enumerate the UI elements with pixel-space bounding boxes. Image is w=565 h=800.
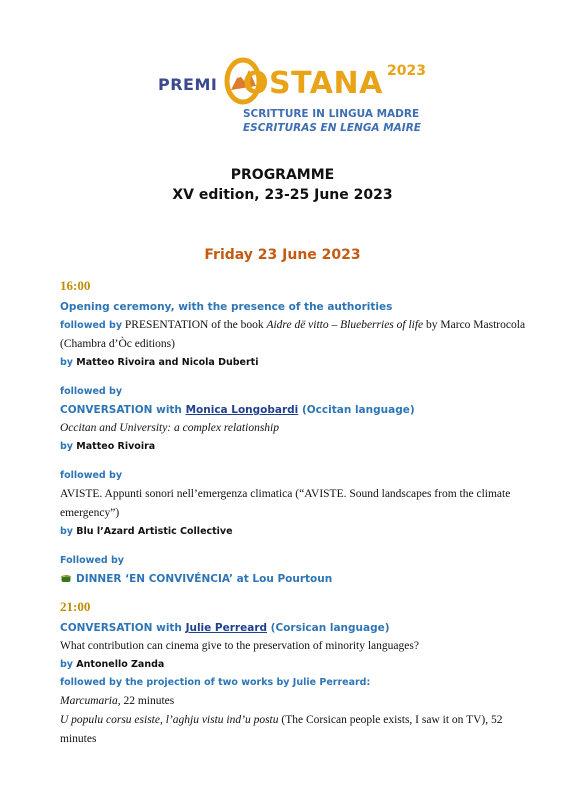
conversation-question: What contribution can cinema give to the preservation of minority languages? (60, 640, 419, 652)
by-label: by (60, 441, 73, 452)
book-title: Aidre dë vitto – Blueberries of life (266, 319, 424, 331)
presenters-line (60, 354, 530, 372)
by-label: by (60, 526, 73, 537)
premio-ostana-logo (158, 52, 426, 138)
aviste-description: AVISTE. Appunti sonori nell’emergenza climatica (“AVISTE. Sound landscapes from the climate emergency”) (60, 488, 511, 519)
presentation-prefix: PRESENTATION of the book (122, 319, 267, 331)
moderator-line (60, 438, 530, 456)
work-2-details: (The Corsican people exists, I saw it on TV), 52 minutes (60, 714, 503, 745)
logo-premi-text: PREMI (158, 75, 218, 94)
followed-by-label: followed by (60, 386, 123, 397)
conversation-perreard-block (60, 619, 530, 749)
collective-line (60, 523, 530, 541)
conversation-language: (Corsican language) (267, 622, 390, 634)
conversation-prefix: CONVERSATION with (60, 622, 186, 634)
time-slot-1600: 16:00 (60, 278, 91, 293)
programme-content (60, 278, 530, 749)
projection-intro: followed by the projection of two works by Julie Perreard: (60, 677, 371, 688)
speaker-link-longobardi[interactable]: Monica Longobardi (185, 404, 299, 416)
logo-subtitle-occitan: ESCRITURAS EN LENGA MAIRE (243, 122, 421, 134)
followed-by-label: Followed by (60, 555, 124, 566)
edition-subtitle: XV edition, 23-25 June 2023 (172, 187, 393, 203)
conversation-longobardi-block (60, 383, 530, 456)
opening-ceremony: Opening ceremony, with the presence of the authorities (60, 301, 393, 313)
dinner-line (60, 570, 530, 588)
moderator-line (60, 656, 530, 674)
moderator-name: Antonello Zanda (73, 659, 165, 670)
dinner-block (60, 552, 530, 588)
work-1-title: Marcumaria, (60, 695, 121, 707)
logo-subtitle-italian: SCRITTURE IN LINGUA MADRE (243, 108, 420, 120)
work-2 (60, 711, 530, 749)
logo-ostana-text: OSTANA (243, 66, 383, 101)
by-label: by (60, 659, 73, 670)
logo-year: 2023 (387, 63, 426, 79)
aviste-block (60, 467, 530, 541)
moderator-name: Matteo Rivoira (73, 441, 156, 452)
presentation-suffix: by Marco Mastrocola (Chambra d’Òc editions) (60, 319, 526, 350)
work-1-duration: 22 minutes (120, 695, 175, 707)
pot-icon (60, 572, 72, 584)
day-heading: Friday 23 June 2023 (204, 247, 361, 263)
page-title: PROGRAMME (230, 167, 335, 183)
conversation-topic: Occitan and University: a complex relationship (60, 422, 279, 434)
conversation-title (60, 401, 530, 419)
followed-by-label: followed by (60, 470, 123, 481)
conversation-language: (Occitan language) (298, 404, 415, 416)
collective-name: Blu l’Azard Artistic Collective (73, 526, 233, 537)
conversation-title (60, 619, 530, 637)
conversation-prefix: CONVERSATION with (60, 404, 186, 416)
by-label: by (60, 357, 73, 368)
followed-by-label: followed by (60, 320, 123, 331)
work-1 (60, 692, 530, 711)
opening-block (60, 298, 530, 372)
work-2-title: U populu corsu esiste, l’aghju vistu ind’u postu (60, 714, 279, 726)
presentation-line (60, 316, 530, 354)
time-slot-2100: 21:00 (60, 599, 91, 614)
presenters-names: Matteo Rivoira and Nicola Duberti (73, 357, 259, 368)
speaker-link-perreard[interactable]: Julie Perreard (185, 622, 268, 634)
dinner-text: DINNER ‘EN CONVIVÉNCIA’ at Lou Pourtoun (76, 573, 333, 585)
